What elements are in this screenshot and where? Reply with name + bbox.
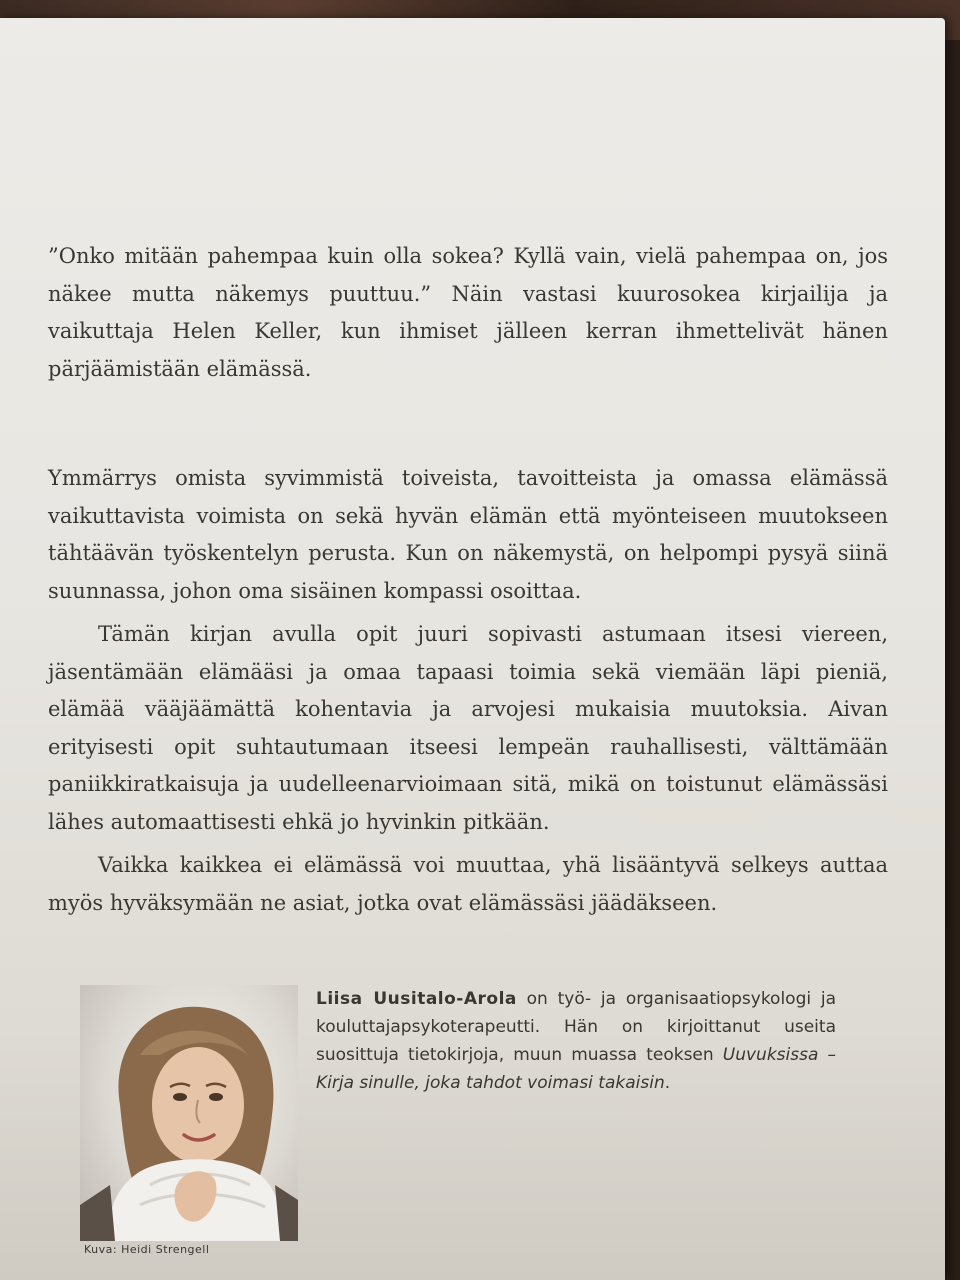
body-paragraph-2: Tämän kirjan avulla opit juuri sopivasti astumaan itsesi viereen, jäsentämään elämääsi ja omaa tapaasi toimia sekä viemään läpi pieniä, elämää vääjäämättä kohentavia ja arvojesi mukaisia muutoksia. Aivan erityisesti opit suhtautumaan itseesi lempeän rauhallisesti, välttämään paniikkiratkaisuja ja uudelleenarvioimaan sitä, mikä on toistunut elämässäsi lähes automaattisesti ehkä jo hyvinkin pitkään. xyxy=(48,622,888,834)
author-bio xyxy=(316,985,836,1097)
author-book-title: Uuvuksissa – Kirja sinulle, joka tahdot voimasi takaisin xyxy=(316,1045,836,1093)
body-paragraph-3: Vaikka kaikkea ei elämässä voi muuttaa, yhä lisääntyvä selkeys auttaa myös hyväksymään ne asiat, jotka ovat elämässäsi jäädäkseen. xyxy=(48,853,888,915)
author-bio-end: . xyxy=(664,1073,671,1093)
photo-credit: Kuva: Heidi Strengell xyxy=(84,1243,210,1256)
quote-text: ”Onko mitään pahempaa kuin olla sokea? Kyllä vain, vielä pahempaa on, jos näkee mutta näkemys puuttuu.” Näin vastasi kuurosokea kirjailija ja vaikuttaja Helen Keller, kun ihmiset jälleen kerran ihmettelivät hänen pärjäämistään elämässä. xyxy=(48,244,888,381)
quote-paragraph xyxy=(48,238,888,388)
author-bio-text: on työ- ja organisaatiopsykologi ja kouluttajapsykoterapeutti. Hän on kirjoittanut useita suosittuja tietokirjoja, muun muassa teoksen xyxy=(316,989,836,1065)
body-paragraph-1: Ymmärrys omista syvimmistä toiveista, tavoitteista ja omassa elämässä vaikuttavista voimista on sekä hyvän elämän että myönteiseen muutokseen tähtäävän työskentelyn perusta. Kun on näkemystä, on helpompi pysyä siinä suunnassa, johon oma sisäinen kompassi osoittaa. xyxy=(48,466,888,603)
author-photo xyxy=(80,985,298,1241)
description-text xyxy=(48,460,888,922)
author-portrait-illustration xyxy=(80,985,298,1241)
author-name: Liisa Uusitalo-Arola xyxy=(316,989,517,1009)
